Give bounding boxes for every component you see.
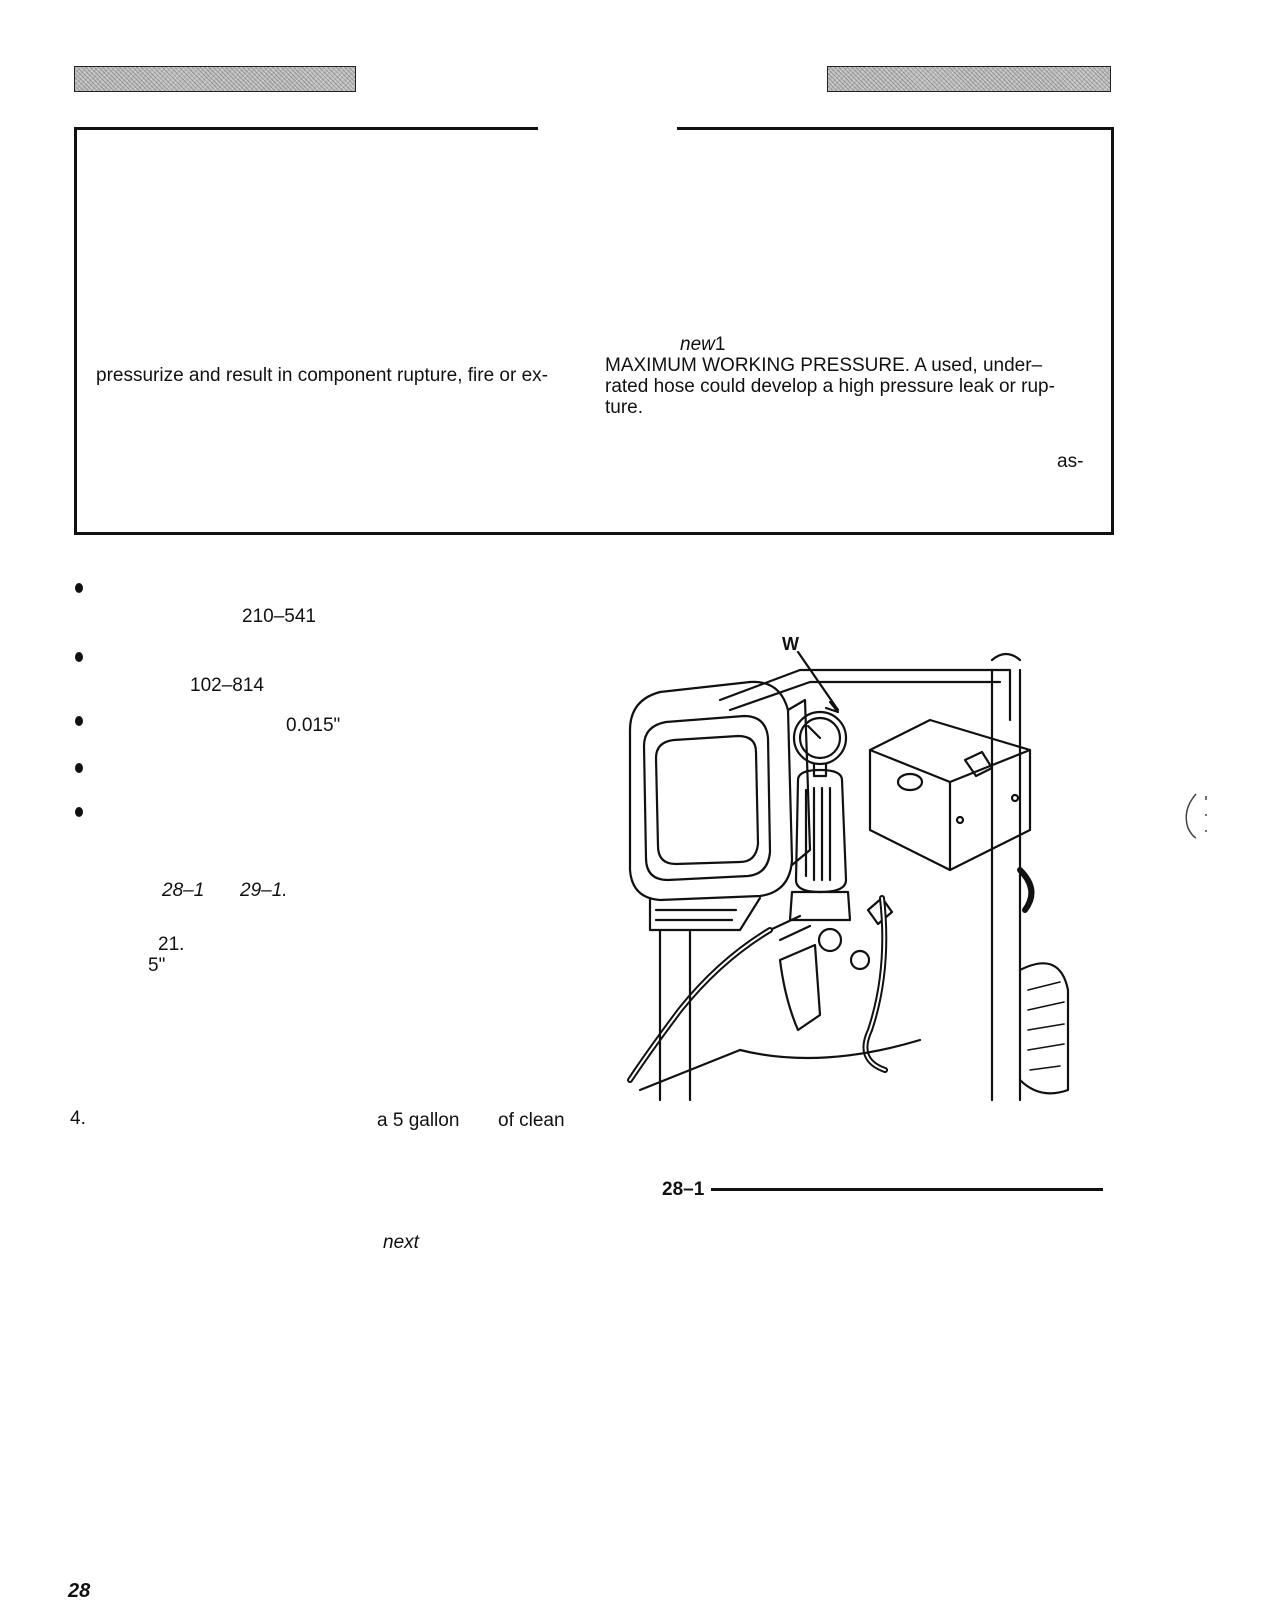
figure-caption-rule xyxy=(711,1188,1103,1191)
pressure-knob xyxy=(898,774,922,790)
warning-right-line2: rated hose could develop a high pressure leak or rup- xyxy=(605,376,1055,397)
hose-coil xyxy=(1020,870,1031,910)
margin-mark xyxy=(1178,788,1212,842)
warning-box-top-left-rule xyxy=(74,127,538,130)
figure-caption-number: 28–1 xyxy=(662,1179,705,1200)
length-value: 5" xyxy=(148,955,166,976)
warning-new-number: 1 xyxy=(714,334,726,355)
pressure-gauge-needle xyxy=(808,726,820,738)
tire xyxy=(1020,963,1068,1093)
motor-base-ribs xyxy=(656,910,736,920)
switch-knob xyxy=(965,752,992,776)
step-4-number: 4. xyxy=(70,1108,86,1129)
warning-right-line3: ture. xyxy=(605,397,644,418)
warning-right-new xyxy=(680,334,725,355)
page-number: 28 xyxy=(68,1580,91,1602)
bullet-3 xyxy=(75,716,83,726)
sprayer-figure xyxy=(620,630,1120,1130)
figure-ref-b: 29–1. xyxy=(240,880,288,901)
warning-right-line1: MAXIMUM WORKING PRESSURE. A used, under– xyxy=(605,355,1043,376)
warning-box-right-rule xyxy=(1111,127,1114,535)
tip-size: 0.015" xyxy=(286,715,341,736)
figure-ref-a: 28–1 xyxy=(162,880,205,901)
frame-post xyxy=(992,670,1020,1100)
warning-box-left-rule xyxy=(74,127,77,535)
fitting-nut xyxy=(819,929,841,951)
callout-w-label: W xyxy=(782,634,799,654)
fitting-nut-2 xyxy=(851,951,869,969)
bullet-5 xyxy=(75,807,83,817)
motor-cover-inner xyxy=(656,736,758,864)
hose-right xyxy=(865,898,885,1070)
bullet-4 xyxy=(75,763,83,773)
frame-post-top xyxy=(992,654,1020,660)
warning-left-text: pressurize and result in component rupture, fire or ex- xyxy=(96,365,548,386)
warning-box-bottom-rule xyxy=(74,532,1114,535)
part-number-2: 102–814 xyxy=(190,675,264,696)
step-4-gallon: a 5 gallon xyxy=(377,1110,460,1131)
part-number-1: 210–541 xyxy=(242,606,316,627)
motor-base xyxy=(650,898,760,930)
box-screw-2 xyxy=(1012,795,1018,801)
motor-housing xyxy=(630,682,792,900)
step-4-next: next xyxy=(383,1232,419,1253)
header-bar-right xyxy=(827,66,1111,92)
bullet-1 xyxy=(75,583,83,593)
deflector-plate xyxy=(780,945,820,1030)
warning-box-top-right-rule xyxy=(677,127,1114,130)
frame-base xyxy=(740,1040,920,1058)
bullet-2 xyxy=(75,652,83,662)
header-bar-left xyxy=(74,66,356,92)
step-4-clean: of clean xyxy=(498,1110,565,1131)
hose-left xyxy=(630,930,770,1080)
control-box-edges xyxy=(870,750,1030,870)
warning-right-as: as- xyxy=(1057,451,1084,472)
hose-left-inner xyxy=(630,930,770,1080)
tire-tread xyxy=(1028,982,1064,1070)
warning-new-word: new xyxy=(680,334,715,355)
frame-rail xyxy=(720,670,1010,720)
box-screw xyxy=(957,817,963,823)
ref-number: 21. xyxy=(158,934,185,955)
